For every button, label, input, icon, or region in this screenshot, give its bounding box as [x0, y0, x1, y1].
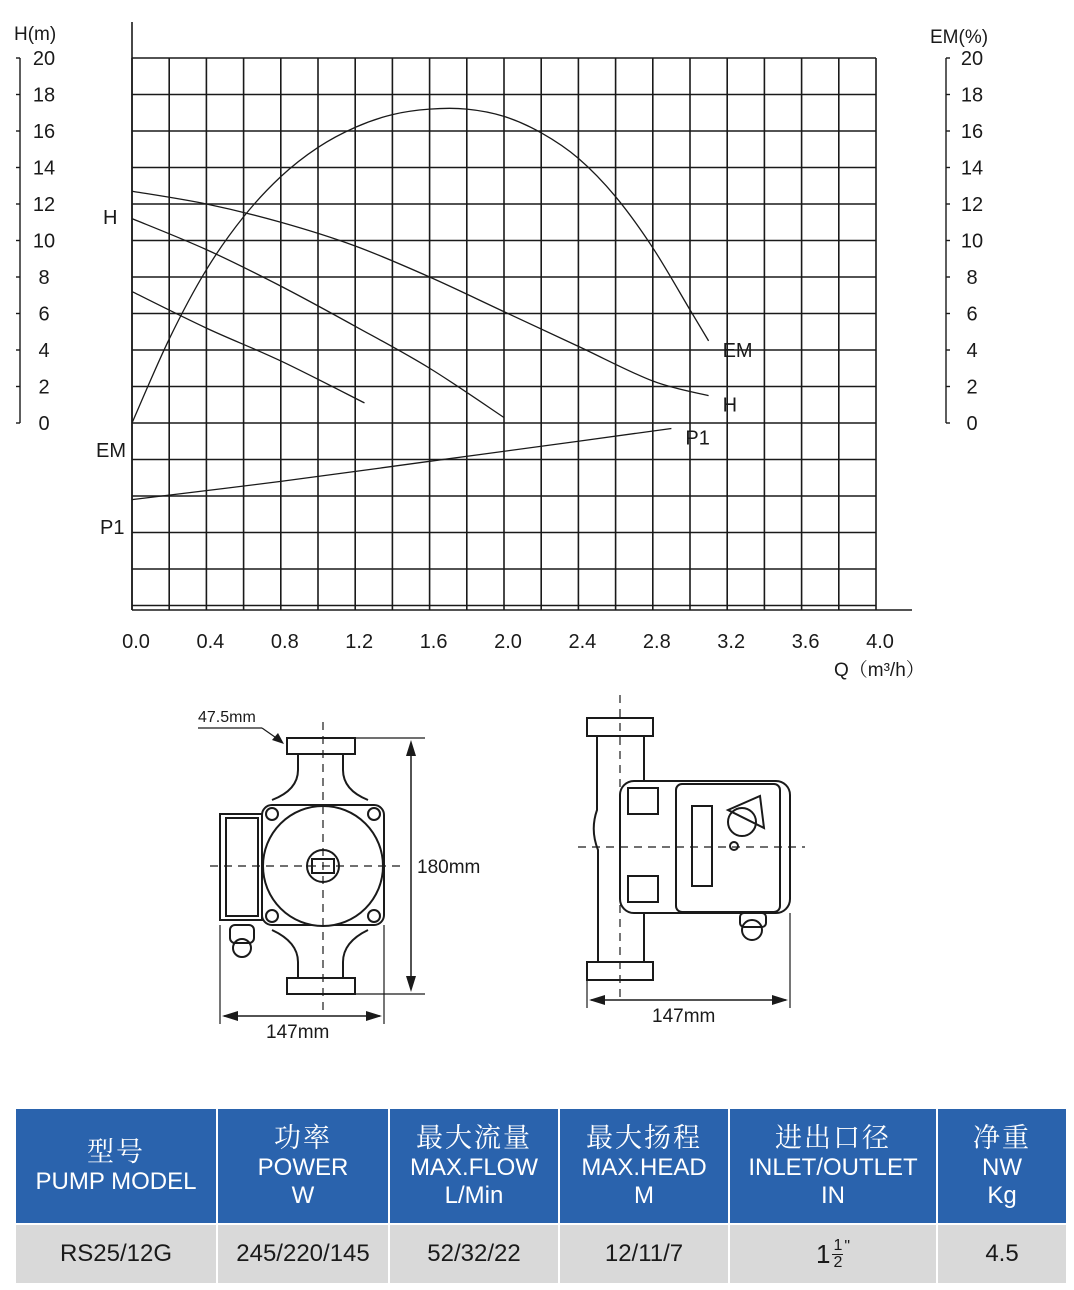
pump-dimension-drawings [0, 690, 1074, 1090]
left-tick-label: 12 [32, 194, 56, 216]
header-inlet-outlet: 进出口径 INLET/OUTLET IN [729, 1108, 937, 1224]
x-tick-label: 2.8 [642, 631, 671, 653]
cell-head: 12/11/7 [559, 1224, 729, 1284]
x-tick-label: 0.0 [122, 631, 150, 653]
x-tick-label: 0.8 [270, 631, 299, 653]
left-tick-label: 10 [32, 230, 56, 253]
left-tick-label: 18 [32, 84, 56, 107]
left-tick-label: 14 [32, 157, 56, 180]
x-tick-label: 1.6 [419, 631, 448, 653]
left-tick-label: 4 [38, 340, 50, 362]
cell-power: 245/220/145 [217, 1224, 389, 1284]
front-width-dimension-label: 147mm [266, 1022, 330, 1043]
header-net-weight: 净重 NW Kg [937, 1108, 1067, 1224]
x-axis-label: Q（m³/h） [834, 660, 925, 681]
left-tick-label: 6 [38, 303, 50, 326]
header-model: 型号 PUMP MODEL [15, 1108, 217, 1224]
em-left-label: EM [96, 440, 126, 462]
x-tick-label: 3.6 [791, 631, 820, 653]
right-tick-label: 18 [960, 84, 984, 107]
left-tick-label: 2 [38, 376, 50, 399]
right-tick-label: 2 [966, 376, 978, 399]
left-tick-label: 8 [38, 267, 50, 289]
right-tick-label: 12 [960, 194, 984, 216]
right-tick-label: 4 [966, 340, 978, 362]
right-tick-label: 20 [960, 48, 984, 70]
series-line-em [132, 108, 709, 423]
left-tick-label: 0 [38, 413, 50, 435]
x-tick-label: 2.4 [568, 631, 597, 653]
right-tick-label: 10 [960, 230, 984, 253]
cell-inlet [729, 1224, 937, 1284]
inlet-size-fraction: 1 $\frac{1}{2}$ " [815, 1236, 851, 1271]
x-tick-label: 2.0 [494, 631, 522, 653]
cell-flow: 52/32/22 [389, 1224, 559, 1284]
pump-front-view [198, 722, 425, 1024]
pump-side-view [578, 695, 805, 1008]
header-max-flow: 最大流量 MAX.FLOW L/Min [389, 1108, 559, 1224]
right-tick-label: 14 [960, 157, 984, 180]
x-tick-label: 1.2 [345, 631, 374, 653]
right-tick-label: 8 [966, 267, 978, 289]
cell-weight: 4.5 [937, 1224, 1067, 1284]
x-tick-label: 0.4 [196, 631, 225, 653]
series-label-h: H [722, 394, 738, 417]
left-tick-label: 20 [32, 48, 56, 70]
p1-left-label: P1 [100, 517, 125, 539]
h-left-label: H [103, 207, 118, 229]
side-width-dimension-label: 147mm [652, 1006, 716, 1027]
right-tick-label: 16 [960, 121, 984, 143]
y-axis-right-label: EM(%) [930, 27, 989, 48]
series-line-p1 [132, 428, 671, 499]
x-tick-label: 3.2 [717, 631, 746, 653]
x-tick-label: 4.0 [866, 631, 894, 653]
y-axis-left-label: H(m) [14, 24, 57, 45]
chart-grid [132, 58, 876, 610]
cell-model: RS25/12G [15, 1224, 217, 1284]
flange-dimension-label: 47.5mm [198, 709, 256, 726]
header-power: 功率 POWER W [217, 1108, 389, 1224]
height-dimension-label: 180mm [417, 857, 481, 878]
right-tick-label: 6 [966, 303, 978, 326]
pump-spec-table [14, 1107, 1068, 1285]
series-line-h [132, 191, 709, 395]
spec-table-row [15, 1224, 1067, 1284]
left-tick-label: 16 [32, 121, 56, 143]
series-label-em: EM [722, 339, 753, 362]
right-tick-label: 0 [966, 413, 978, 435]
spec-table-header-row [15, 1108, 1067, 1224]
series-label-p1: P1 [685, 427, 710, 450]
header-max-head: 最大扬程 MAX.HEAD M [559, 1108, 729, 1224]
